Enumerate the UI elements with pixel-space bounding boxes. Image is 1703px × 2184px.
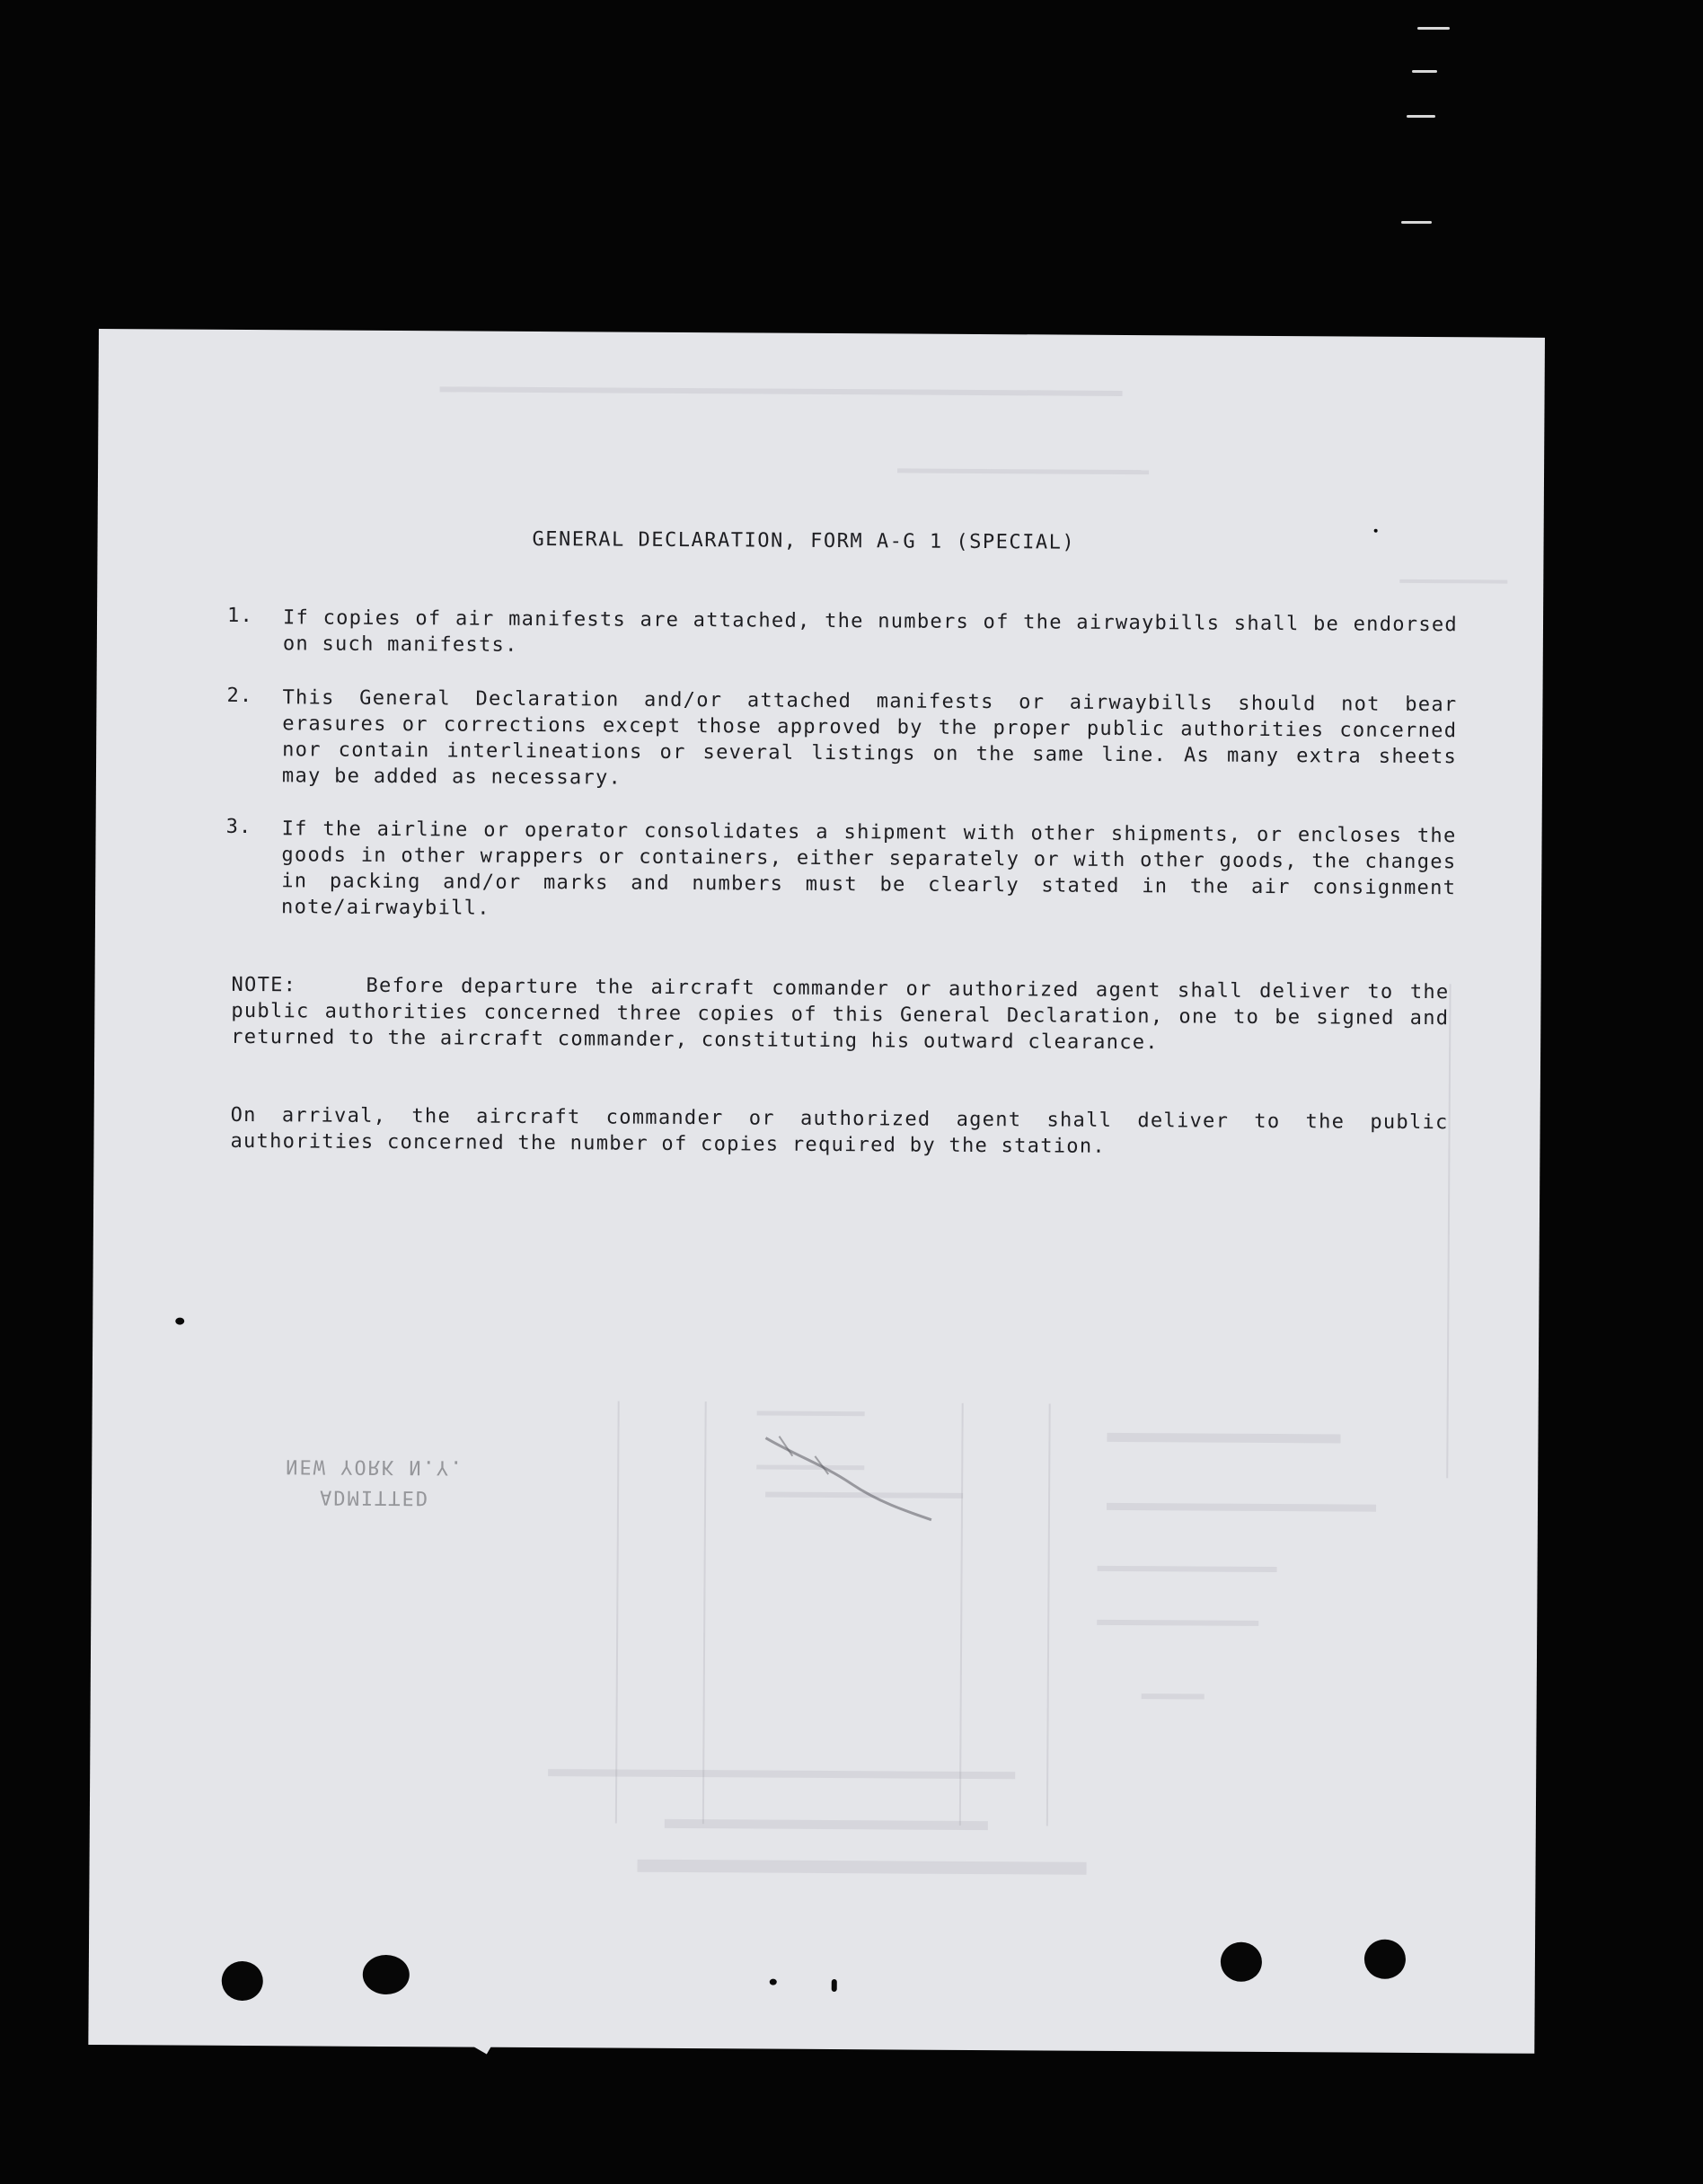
item-text: This General Declaration and/or attached manifests or airwaybills should not bear erasures or corrections except those approved by the proper public authorities concerned nor contain interlineations or several listings on the same line. As many extra sheets may be added as necessary. <box>281 686 1458 790</box>
note-paragraph <box>231 972 1450 1057</box>
bleed-through-rule <box>702 1401 707 1824</box>
item-number: 3. <box>225 815 252 839</box>
item-number: 1. <box>226 604 254 628</box>
signature-mark <box>761 1429 941 1529</box>
admission-stamp <box>244 1331 506 1513</box>
note-label: NOTE: <box>231 973 297 997</box>
scan-edge-mark <box>1407 115 1435 118</box>
punch-hole <box>1221 1942 1262 1982</box>
punch-hole <box>1364 1940 1406 1979</box>
bleed-through-mark <box>440 386 1123 396</box>
bleed-through-rule <box>959 1403 964 1826</box>
note-text: Before departure the aircraft commander or authorized agent shall deliver to the public authorities concerned three copies of this General Declaration, one to be signed and returned to the aircraft commander, constituting his outward clearance. <box>231 974 1450 1055</box>
arrival-paragraph: On arrival, the aircraft commander or authorized agent shall deliver to the public authorities concerned the number of copies required by the station. <box>230 1103 1449 1158</box>
instruction-item <box>227 605 1458 664</box>
scan-edge-mark <box>1412 70 1437 73</box>
instruction-item <box>225 816 1457 927</box>
item-text: If the airline or operator consolidates a shipment with other shipments, or encloses the goods in other wrappers or containers, either separately or with other goods, the changes in packing and/or marks and numbers must be clearly stated in the air consignment note/airwaybill. <box>280 818 1457 920</box>
bleed-through-mark <box>757 1410 865 1416</box>
bleed-through-mark <box>638 1860 1087 1875</box>
item-text: If copies of air manifests are attached, the numbers of the airwaybills shall be endorsed on such manifests. <box>282 606 1459 657</box>
bleed-through-mark <box>548 1769 1015 1779</box>
item-number: 2. <box>226 684 253 708</box>
ink-speck <box>770 1979 777 1985</box>
bleed-through-rule <box>1446 984 1451 1478</box>
bleed-through-mark <box>1399 579 1507 584</box>
document-page <box>88 329 1545 2054</box>
document-title: GENERAL DECLARATION, FORM A-G 1 (SPECIAL) <box>532 527 1076 554</box>
stamp-line: ADMITTED <box>320 1485 430 1509</box>
punch-hole <box>222 1961 263 2001</box>
instruction-item <box>226 685 1458 796</box>
bleed-through-mark <box>897 468 1149 474</box>
bleed-through-mark <box>1142 1693 1204 1699</box>
punch-hole <box>363 1955 410 1994</box>
scan-edge-mark <box>1417 27 1450 30</box>
ink-speck <box>832 1979 837 1992</box>
stamp-line: NEW YORK N.Y. <box>286 1455 464 1479</box>
bleed-through-rule <box>615 1401 620 1824</box>
bleed-through-mark <box>1107 1503 1376 1512</box>
scan-edge-mark <box>1401 221 1432 224</box>
ink-speck <box>175 1318 184 1325</box>
bleed-through-mark <box>1107 1433 1340 1444</box>
ink-speck <box>1374 529 1378 533</box>
bleed-through-mark <box>665 1819 988 1830</box>
bleed-through-mark <box>1098 1566 1277 1572</box>
bleed-through-mark <box>1097 1620 1258 1626</box>
bleed-through-rule <box>1046 1403 1051 1826</box>
